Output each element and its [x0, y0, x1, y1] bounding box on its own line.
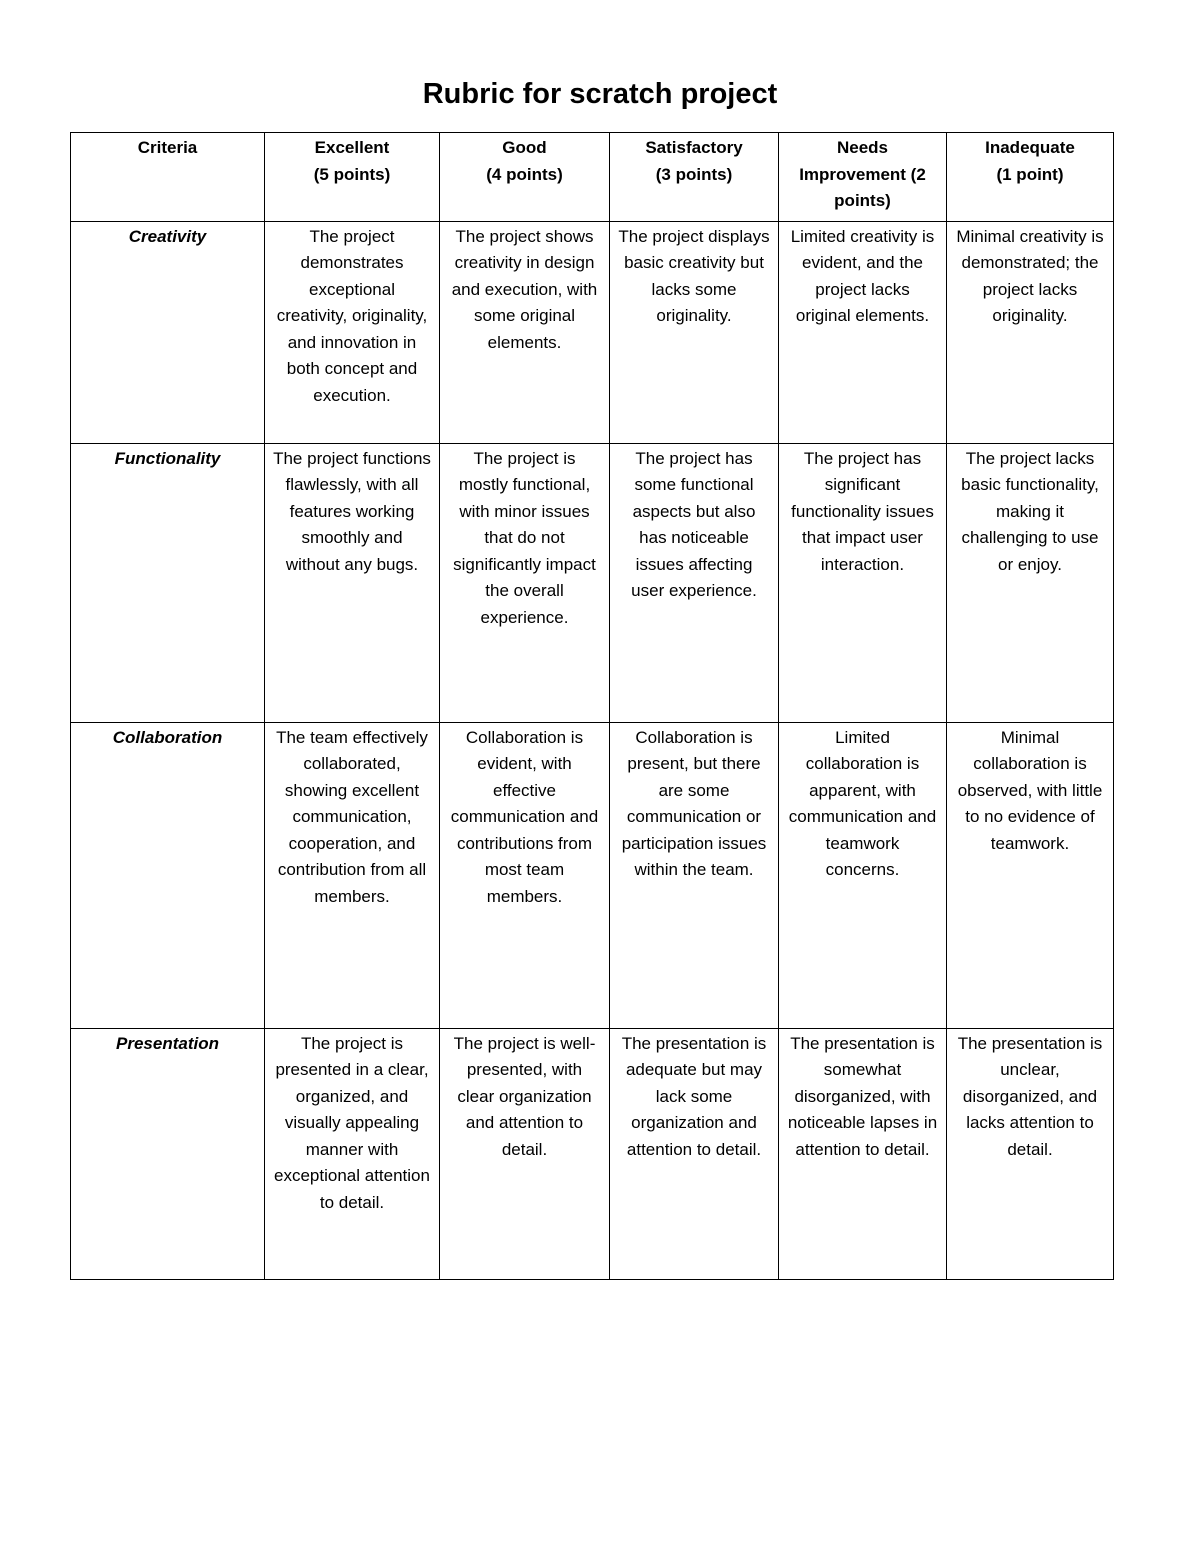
table-cell: The project has some functional aspects but also has noticeable issues affecting user experience. — [610, 443, 779, 722]
header-row — [71, 133, 1114, 222]
table-cell: Collaboration is evident, with effective communication and contributions from most team members. — [440, 722, 610, 1028]
table-cell: Minimal collaboration is observed, with little to no evidence of teamwork. — [947, 722, 1114, 1028]
table-cell: The project has significant functionality issues that impact user interaction. — [779, 443, 947, 722]
level-name: Needs Improvement (2 points) — [799, 138, 926, 210]
page-title: Rubric for scratch project — [422, 78, 778, 110]
table-cell: Minimal creativity is demonstrated; the project lacks originality. — [947, 221, 1114, 443]
table-cell: The project displays basic creativity but lacks some originality. — [610, 221, 779, 443]
table-cell: The project is well-presented, with clear organization and attention to detail. — [440, 1028, 610, 1279]
table-cell: The presentation is unclear, disorganized, and lacks attention to detail. — [947, 1028, 1114, 1279]
level-points: (5 points) — [313, 164, 391, 184]
header-level-needs-improvement — [779, 133, 947, 222]
rubric-table — [70, 132, 1114, 1280]
level-name: Satisfactory — [645, 138, 743, 157]
table-cell: The project demonstrates exceptional creativity, originality, and innovation in both concept and execution. — [265, 221, 440, 443]
criterion-collaboration: Collaboration — [71, 722, 265, 1028]
criterion-presentation: Presentation — [71, 1028, 265, 1279]
table-row — [71, 722, 1114, 1028]
level-name: Excellent — [314, 138, 390, 157]
header-level-inadequate — [947, 133, 1114, 222]
table-row — [71, 1028, 1114, 1279]
table-cell: The project shows creativity in design and execution, with some original elements. — [440, 221, 610, 443]
table-cell: The team effectively collaborated, showing excellent communication, cooperation, and contribution from all members. — [265, 722, 440, 1028]
criterion-creativity: Creativity — [71, 221, 265, 443]
table-cell: Limited collaboration is apparent, with communication and teamwork concerns. — [779, 722, 947, 1028]
level-name: Good — [502, 138, 547, 157]
table-cell: The project is presented in a clear, organized, and visually appealing manner with exceptional attention to detail. — [265, 1028, 440, 1279]
level-name: Inadequate — [985, 138, 1075, 157]
table-cell: The presentation is adequate but may lack some organization and attention to detail. — [610, 1028, 779, 1279]
header-level-excellent — [265, 133, 440, 222]
header-level-satisfactory — [610, 133, 779, 222]
table-cell: The project functions flawlessly, with all features working smoothly and without any bugs. — [265, 443, 440, 722]
table-cell: The project lacks basic functionality, making it challenging to use or enjoy. — [947, 443, 1114, 722]
table-cell: The presentation is somewhat disorganized, with noticeable lapses in attention to detail. — [779, 1028, 947, 1279]
level-points: (1 point) — [996, 164, 1064, 184]
header-criteria: Criteria — [71, 133, 265, 222]
level-points: (3 points) — [655, 164, 733, 184]
table-cell: The project is mostly functional, with minor issues that do not significantly impact the overall experience. — [440, 443, 610, 722]
header-level-good — [440, 133, 610, 222]
table-row — [71, 443, 1114, 722]
criterion-functionality: Functionality — [71, 443, 265, 722]
table-cell: Collaboration is present, but there are some communication or participation issues within the team. — [610, 722, 779, 1028]
table-cell: Limited creativity is evident, and the project lacks original elements. — [779, 221, 947, 443]
level-points: (4 points) — [486, 164, 563, 184]
table-row — [71, 221, 1114, 443]
